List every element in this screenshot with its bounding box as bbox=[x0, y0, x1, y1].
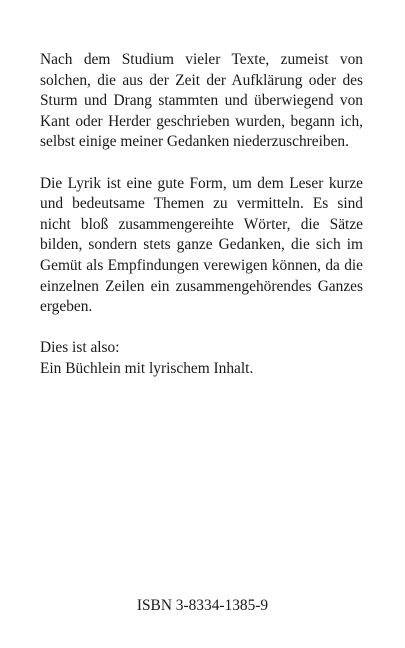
paragraph-closing bbox=[40, 338, 363, 379]
isbn-number: ISBN 3-8334-1385-9 bbox=[136, 597, 269, 614]
closing-line-1: Dies ist also: bbox=[40, 339, 120, 357]
paragraph-lyric: Die Lyrik ist eine gute Form, um dem Leser kurze und bedeutsame Themen zu vermitteln. Es sind nicht bloß zusammengereihte Wörter, die Sätze bilden, sondern stets ganze Gedanken, die sich im Gemüt als Empfindungen verewigen können, da die einzelnen Zeilen ein zusammengehörendes Ganzes ergeben. bbox=[40, 174, 363, 316]
closing-line-2: Ein Büchlein mit lyrischem Inhalt. bbox=[40, 359, 254, 377]
preface-text bbox=[40, 50, 363, 400]
paragraph-intro: Nach dem Studium vieler Texte, zumeist von solchen, die aus der Zeit der Aufklärung oder des Sturm und Drang stammten und überwiegend von Kant oder Herder geschrieben wurden, begann ich, selbst einige meiner Gedanken niederzuschreiben. bbox=[40, 51, 363, 151]
